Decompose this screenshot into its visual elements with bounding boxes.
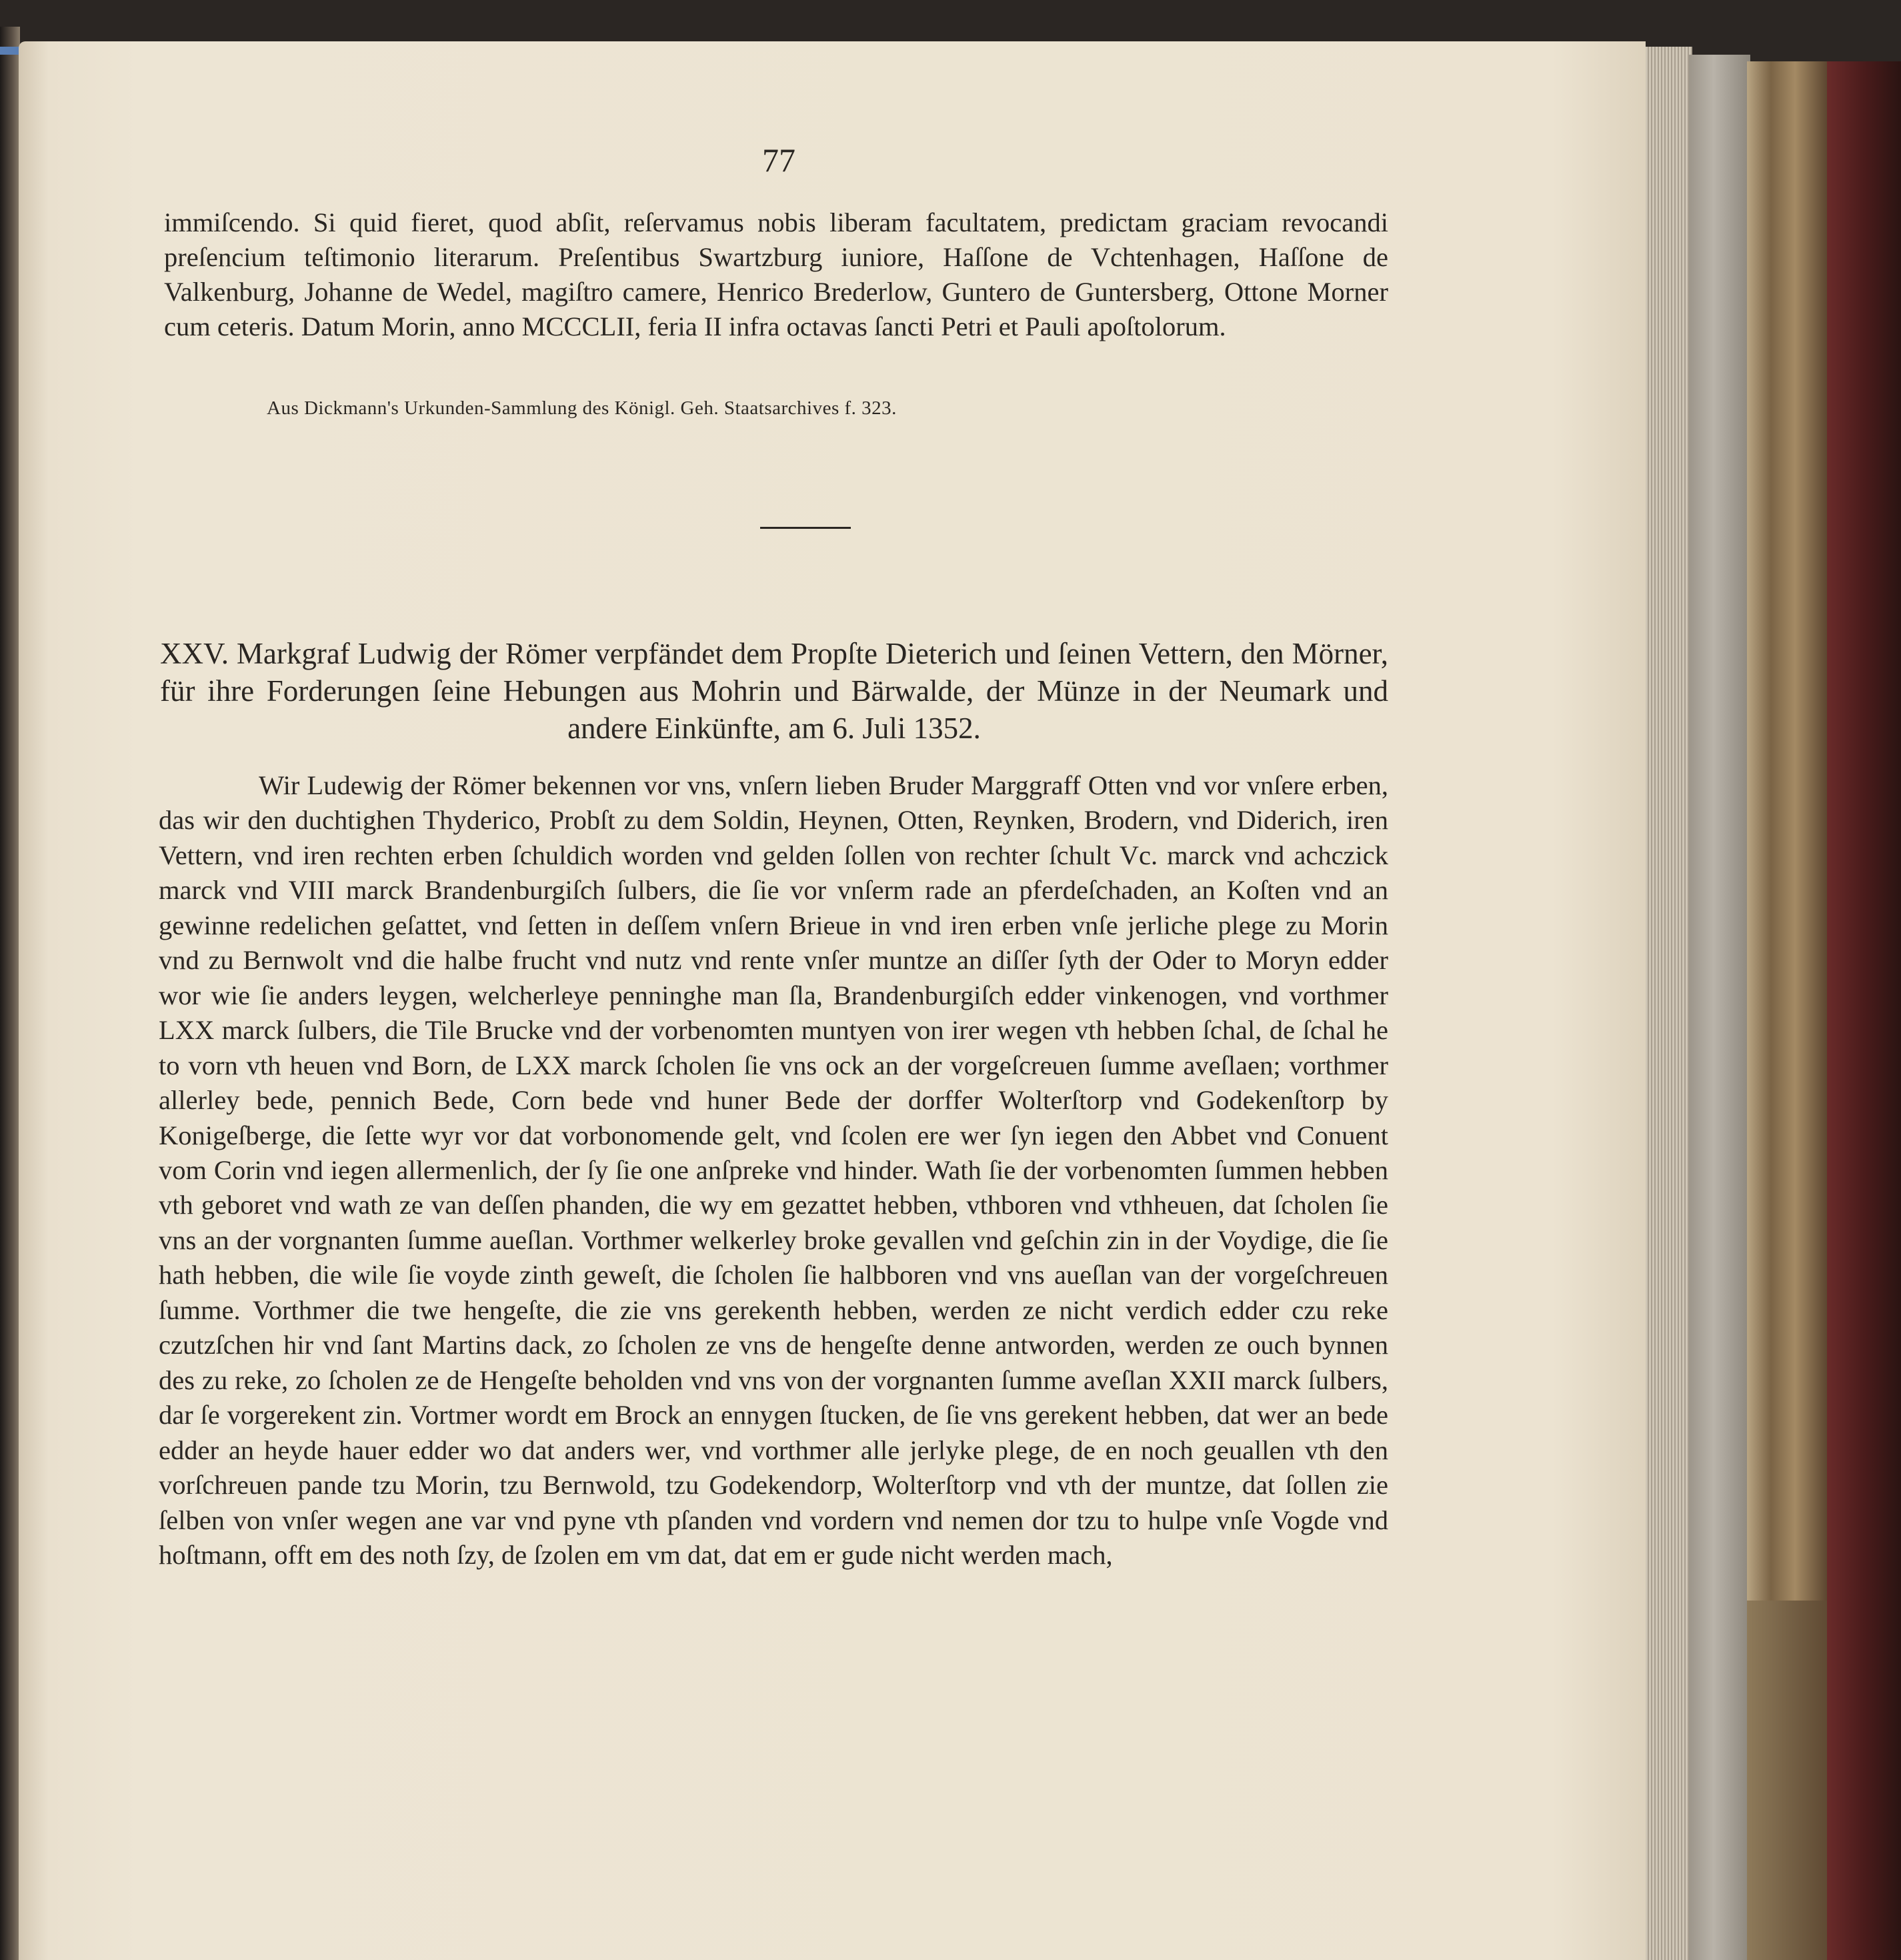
document-body: Wir Ludewig der Römer bekennen vor vns, vnſern lieben Bruder Marggraff Otten vnd vor vnſere erben, das wir den duchtighen Thyderico, Probſt zu dem Soldin, Heynen, Otten, Reynken, Brodern, vnd Diderich, iren Vettern, vnd iren rechten erben ſchuldich worden vnd gelden ſollen von rechter ſchult Vc. marck vnd achczick marck vnd VIII marck Brandenburgiſch ſulbers, die ſie vor vnſerm rade an pferdeſchaden, an Koſten vnd an gewinne redelichen geſattet, vnd ſetten in deſſem vnſern Brieue in vnd iren erben vnſe jerliche plege zu Morin vnd zu Bernwolt vnd die halbe frucht vnd nutz vnd rente vnſer muntze an diſſer ſyth der Oder to Moryn edder wor wie ſie anders leygen, welcherleye penninghe man ſla, Brandenburgiſch edder vinkenogen, vnd vorthmer LXX marck ſulbers, die Tile Brucke vnd der vorbenomten muntyen von irer wegen vth hebben ſchal, de ſchal he to vorn vth heuen vnd Born, de LXX marck ſcholen ſie vns ock an der vorgeſcreuen ſumme aveſlaen; vorthmer allerley bede, pennich Bede, Corn bede vnd huner Bede der dorffer Wolterſtorp vnd Godekenſtorp by Konigeſberge, die ſette wyr vor dat vorbonomende gelt, vnd ſcolen ere wer ſyn iegen den Abbet vnd Conuent vom Corin vnd iegen allermenlich, der ſy ſie one anſpreke vnd hinder. Wath ſie der vorbenomten ſummen hebben vth geboret vnd wath ze van deſſen phanden, die wy em gezattet hebben, vthboren vnd vthheuen, dat ſcholen ſie vns an der vorgnanten ſumme aueſlan. Vorthmer welkerley broke gevallen vnd geſchin zin in der Voydige, die ſie hath hebben, die wile ſie voyde zinth geweſt, die ſcholen ſie halbboren vnd vns aueſlan van der vorgeſchreuen ſumme. Vorthmer die twe hengeſte, die zie vns gerekenth hebben, werden ze nicht verdich edder czu reke czutzſchen hir vnd ſant Martins dack, zo ſcholen ze vns de hengeſte denne antworden, werden ze ouch bynnen des zu reke, zo ſcholen ze de Hengeſte beholden vnd vns von der vorgnanten ſumme aveſlan XXII marck ſulbers, dar ſe vorgerekent zin. Vortmer wordt em Brock an ennygen ſtucken, de ſie vns gerekent hebben, dat wer an bede edder an heyde hauer edder wo dat anders wer, vnd vorthmer alle jerlyke plege, de en noch geuallen vth den vorſchreuen pande tzu Morin, tzu Bernwold, tzu Godekendorp, Wolterſtorp vnd vth der muntze, dat ſollen zie ſelben von vnſer wegen ane var vnd pyne vth pſanden vnd vordern vnd nemen dor tzu to hulpe vnſe Vogde vnd hoſtmann, offt em des noth ſzy, de ſzolen em vm dat, dat em er gude nicht werden mach, [159, 770, 1388, 1570]
document-heading [160, 635, 1388, 747]
document-title: Markgraf Ludwig der Römer verpfändet dem Propſte Dieterich und ſeinen Vettern, den Mörner, für ihre Forderungen ſeine Hebungen aus Mohrin und Bärwalde, der Münze in der Neumark und andere Einkünfte, am 6. Juli 1352. [160, 637, 1388, 745]
previous-document-closing-text: immiſcendo. Si quid fieret, quod abſit, reſervamus nobis liberam facultatem, predictam graciam revocandi preſencium teſtimonio literarum. Preſentibus Swartzburg iuniore, Haſſone de Vchtenhagen, Haſſone de Valkenburg, Johanne de Wedel, magiſtro camere, Henrico Brederlow, Guntero de Guntersberg, Ottone Morner cum ceteris. Datum Morin, anno MCCCLII, feria II infra octavas ſancti Petri et Pauli apoſtolorum. [164, 207, 1388, 341]
section-divider [760, 527, 851, 529]
page-number: 77 [762, 141, 795, 179]
document-number: XXV. [160, 637, 229, 670]
book-left-edge [0, 27, 20, 1960]
source-note: Aus Dickmann's Urkunden-Sammlung des Königl. Geh. Staatsarchives f. 323. [267, 397, 897, 419]
book-spine [1827, 61, 1901, 1960]
page-block-edge [1689, 55, 1750, 1960]
marbled-cover-edge-lower [1747, 1601, 1827, 1960]
page-edges [1639, 47, 1692, 1960]
